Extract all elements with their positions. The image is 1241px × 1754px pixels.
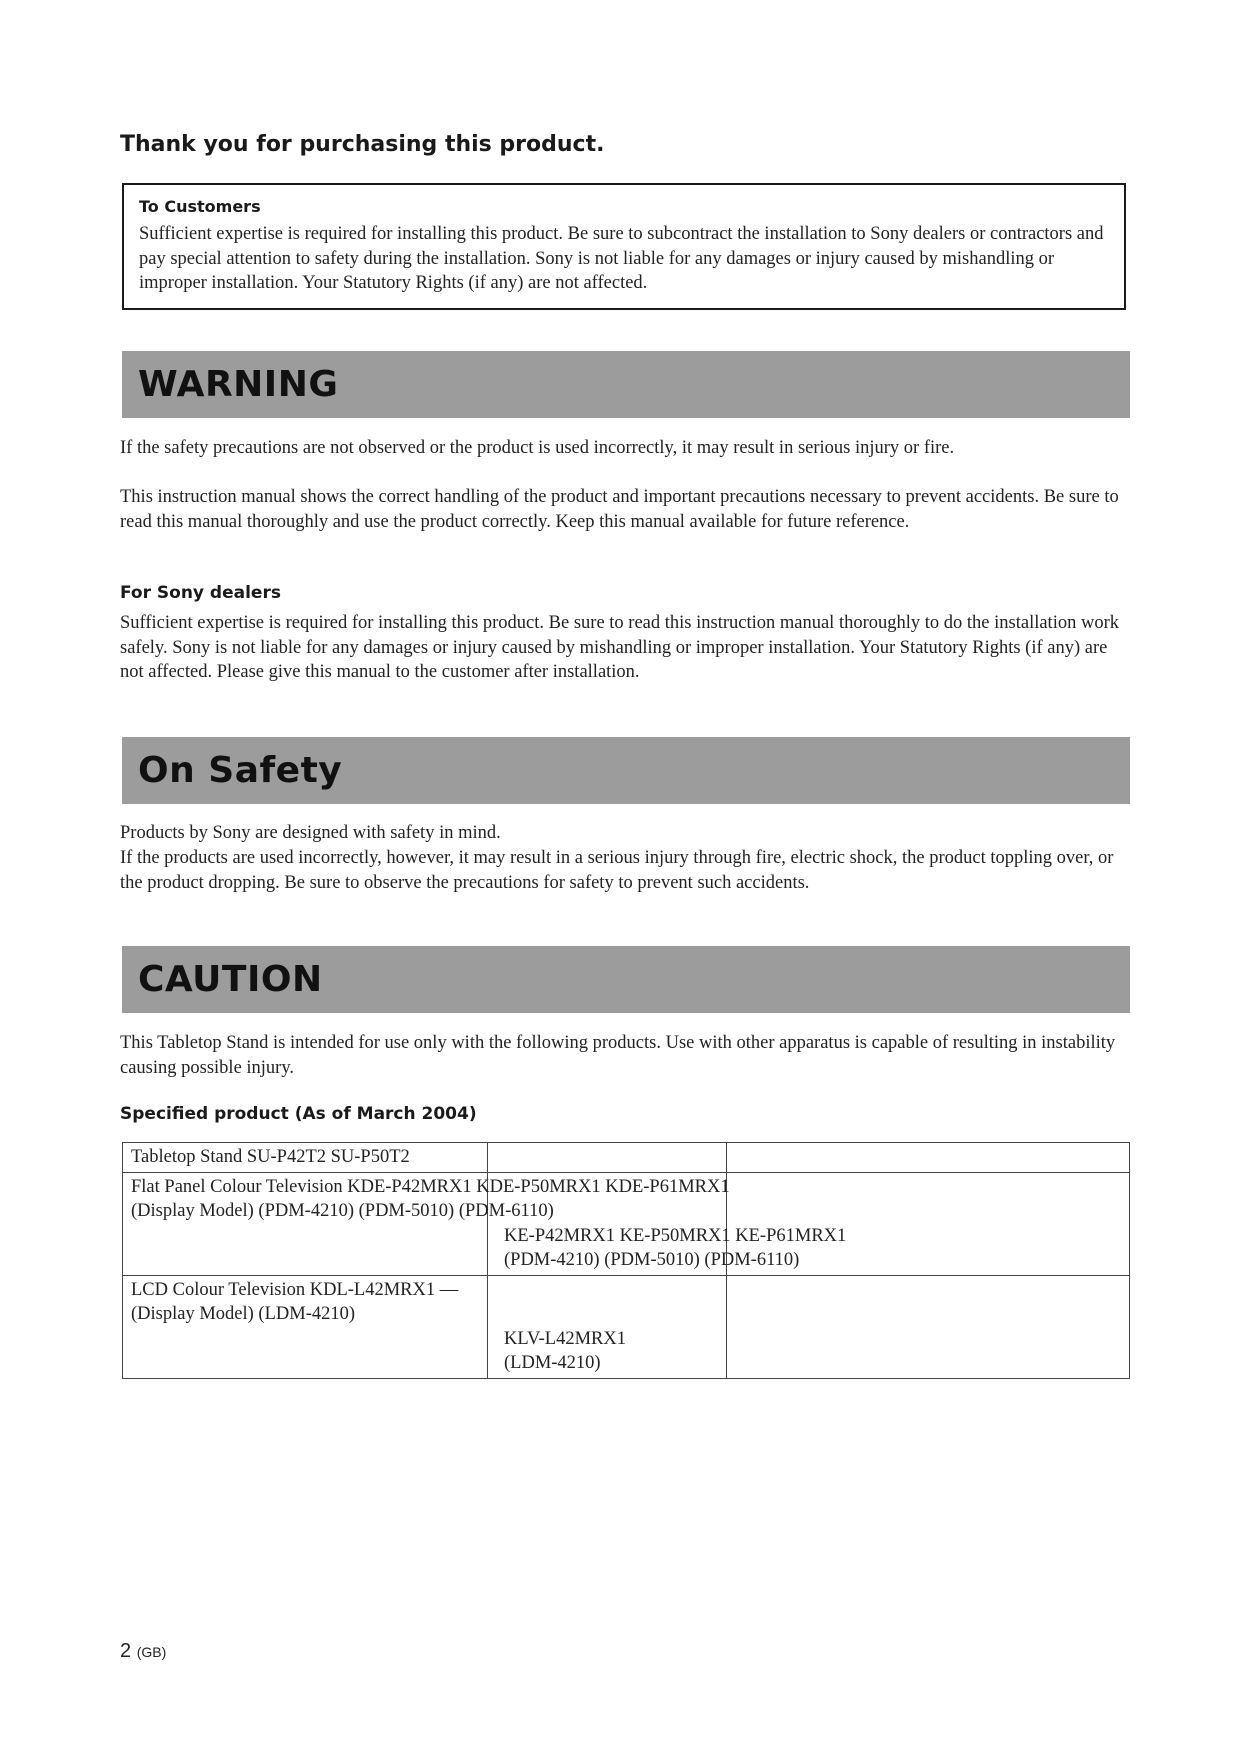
to-customers-title: To Customers — [139, 197, 261, 216]
table-cell-text: LCD Colour Television KDL-L42MRX1 — — [131, 1279, 459, 1300]
caution-paragraph: This Tabletop Stand is intended for use only with the following products. Use with other apparatus is capable of resulting in instability causing possible injury. — [120, 1033, 1116, 1078]
caution-title: CAUTION — [138, 959, 323, 1000]
dealers-heading: For Sony dealers — [120, 583, 281, 603]
table-cell-text: (Display Model) (LDM-4210) — [131, 1304, 356, 1324]
table-cell — [727, 1275, 1130, 1378]
page-number — [120, 1640, 166, 1663]
table-cell-text: (Display Model) (PDM-4210) (PDM-5010) (PDM-6110) — [131, 1201, 554, 1221]
table-cell — [727, 1143, 1130, 1173]
region-code: (GB) — [136, 1644, 167, 1660]
table-row — [123, 1143, 1130, 1173]
table-cell-text: (LDM-4210) — [504, 1353, 601, 1373]
table-cell — [123, 1143, 488, 1173]
specified-product-heading: Specified product (As of March 2004) — [120, 1104, 477, 1124]
to-customers-text: Sufficient expertise is required for installing this product. Be sure to subcontract the installation to Sony dealers or contractors and pay special attention to safety during the installation. Sony is not liable for any damages or injury caused by mishandling or improper installation. Your Statutory Rights (if any) are not affected. — [139, 224, 1104, 293]
table-row — [123, 1275, 1130, 1378]
warning-title: WARNING — [138, 364, 339, 405]
table-cell-text: (PDM-4210) (PDM-5010) (PDM-6110) — [504, 1250, 800, 1270]
on-safety-title: On Safety — [138, 750, 343, 791]
table-cell-text: KE-P42MRX1 KE-P50MRX1 KE-P61MRX1 — [504, 1225, 847, 1246]
table-cell-text: KLV-L42MRX1 — [504, 1328, 626, 1349]
dealers-paragraph: Sufficient expertise is required for installing this product. Be sure to read this instruction manual thoroughly to do the installation work safely. Sony is not liable for any damages or injury caused by mishandling or improper installation. Your Statutory Rights (if any) are not affected. Please give this manual to the customer after installation. — [120, 613, 1119, 682]
safety-line-1: Products by Sony are designed with safety in mind. — [120, 823, 501, 843]
warning-banner — [122, 351, 1130, 418]
page-title: Thank you for purchasing this product. — [120, 132, 605, 157]
table-row — [123, 1172, 1130, 1275]
page-number-value: 2 — [120, 1640, 132, 1662]
table-cell — [488, 1143, 727, 1173]
table-cell — [123, 1275, 488, 1378]
warning-paragraph-1: If the safety precautions are not observed or the product is used incorrectly, it may result in serious injury or fire. — [120, 438, 955, 458]
table-cell-text: Tabletop Stand SU-P42T2 SU-P50T2 — [131, 1147, 410, 1167]
safety-paragraph: If the products are used incorrectly, however, it may result in a serious injury through fire, electric shock, the product toppling over, or the product dropping. Be sure to observe the precautions for safety to prevent such accidents. — [120, 848, 1114, 893]
to-customers-box — [122, 183, 1126, 310]
table-cell — [488, 1275, 727, 1378]
caution-banner — [122, 946, 1130, 1013]
table-cell-text: Flat Panel Colour Television KDE-P42MRX1 KDE-P50MRX1 KDE-P61MRX1 — [131, 1176, 730, 1197]
specified-product-table — [122, 1142, 1130, 1379]
on-safety-banner — [122, 737, 1130, 804]
warning-paragraph-2: This instruction manual shows the correct handling of the product and important precautions necessary to prevent accidents. Be sure to read this manual thoroughly and use the product correctly. Keep this manual available for future reference. — [120, 487, 1119, 532]
